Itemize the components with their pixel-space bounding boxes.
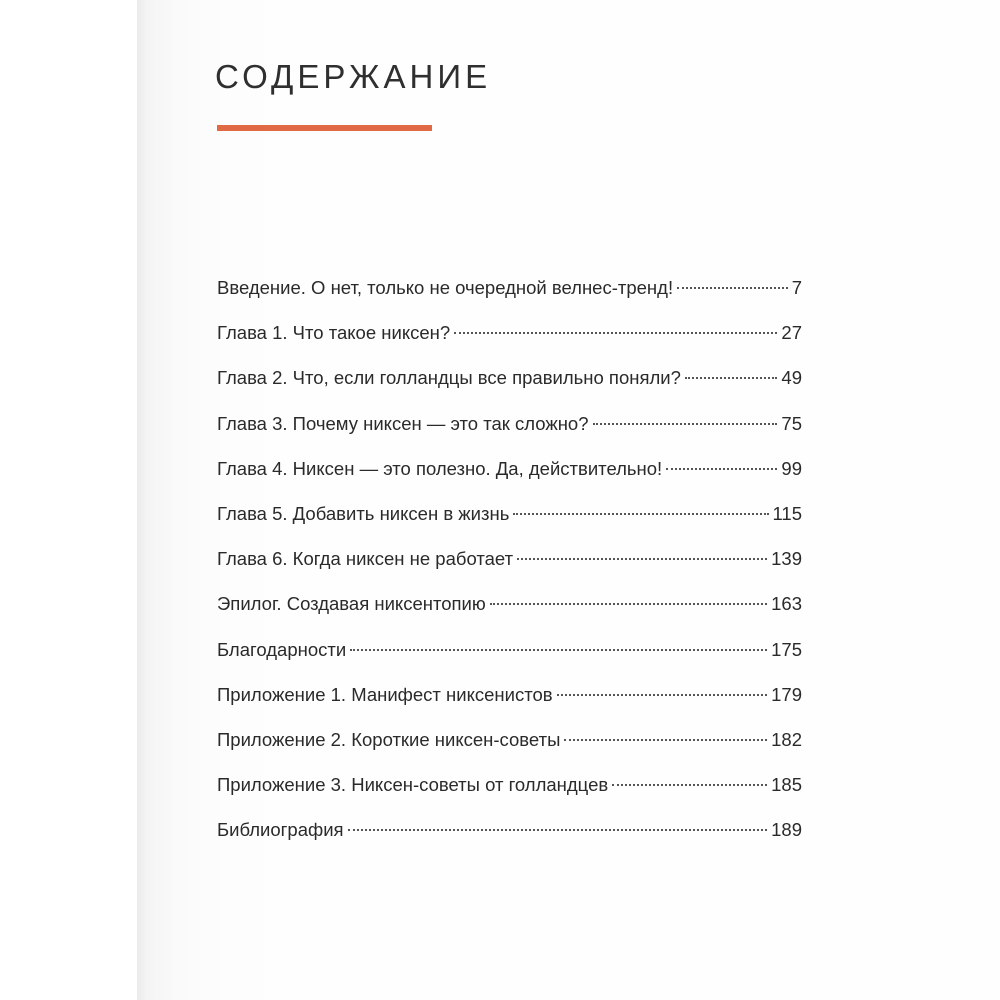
toc-entry bbox=[217, 458, 802, 503]
toc-entry bbox=[217, 367, 802, 412]
toc-dot-leader bbox=[513, 513, 768, 515]
toc-dot-leader bbox=[685, 377, 778, 379]
toc-entry-label: Благодарности bbox=[217, 638, 347, 660]
toc-entry-label: Приложение 1. Манифест никсенистов bbox=[217, 683, 553, 705]
toc-entry-page: 175 bbox=[771, 638, 802, 660]
toc-entry-label: Глава 3. Почему никсен — это так сложно? bbox=[217, 412, 589, 434]
toc-entry-label: Эпилог. Создавая никсентопию bbox=[217, 593, 486, 615]
toc-dot-leader bbox=[557, 694, 768, 696]
contents-title: СОДЕРЖАНИЕ bbox=[215, 58, 492, 95]
toc-entry bbox=[217, 729, 802, 774]
toc-dot-leader bbox=[593, 423, 778, 425]
toc-entry-page: 182 bbox=[771, 728, 802, 750]
toc-entry-label: Приложение 3. Никсен-советы от голландцев bbox=[217, 774, 609, 796]
toc-entry-page: 189 bbox=[771, 819, 802, 841]
toc-entry-page: 27 bbox=[781, 322, 802, 344]
toc-dot-leader bbox=[612, 784, 767, 786]
toc-entry-page: 99 bbox=[781, 457, 802, 479]
toc-entry-page: 179 bbox=[771, 683, 802, 705]
toc-entry-page: 7 bbox=[791, 277, 802, 298]
toc-entry-label: Глава 6. Когда никсен не работает bbox=[217, 548, 514, 570]
toc-entry bbox=[217, 819, 802, 864]
toc-dot-leader bbox=[490, 603, 767, 605]
toc-entry bbox=[217, 277, 802, 322]
toc-dot-leader bbox=[454, 332, 777, 334]
title-accent-rule bbox=[217, 125, 432, 131]
toc-entry-label: Глава 4. Никсен — это полезно. Да, действительно! bbox=[217, 457, 663, 479]
toc-entry bbox=[217, 548, 802, 593]
toc-entry-label: Глава 2. Что, если голландцы все правильно поняли? bbox=[217, 367, 681, 389]
toc-entry-page: 49 bbox=[781, 367, 802, 389]
toc-entry-label: Приложение 2. Короткие никсен-советы bbox=[217, 728, 561, 750]
toc-entry bbox=[217, 503, 802, 548]
toc-dot-leader bbox=[348, 829, 768, 831]
toc-entry-page: 115 bbox=[772, 502, 802, 524]
toc-dot-leader bbox=[564, 739, 767, 741]
toc-entry-page: 185 bbox=[771, 774, 802, 796]
toc-entry-page: 75 bbox=[781, 412, 802, 434]
toc-entry-label: Глава 5. Добавить никсен в жизнь bbox=[217, 502, 510, 524]
toc-entry bbox=[217, 413, 802, 458]
table-of-contents bbox=[217, 277, 802, 864]
toc-dot-leader bbox=[666, 468, 777, 470]
toc-dot-leader bbox=[350, 649, 767, 651]
toc-entry bbox=[217, 593, 802, 638]
toc-dot-leader bbox=[677, 287, 788, 289]
toc-entry-label: Глава 1. Что такое никсен? bbox=[217, 322, 451, 344]
toc-dot-leader bbox=[517, 558, 767, 560]
toc-entry-label: Введение. О нет, только не очередной велнес-тренд! bbox=[217, 277, 674, 298]
toc-entry bbox=[217, 322, 802, 367]
toc-entry-page: 139 bbox=[771, 548, 802, 570]
toc-entry bbox=[217, 639, 802, 684]
toc-entry bbox=[217, 774, 802, 819]
toc-entry bbox=[217, 684, 802, 729]
toc-entry-page: 163 bbox=[771, 593, 802, 615]
toc-entry-label: Библиография bbox=[217, 819, 344, 841]
